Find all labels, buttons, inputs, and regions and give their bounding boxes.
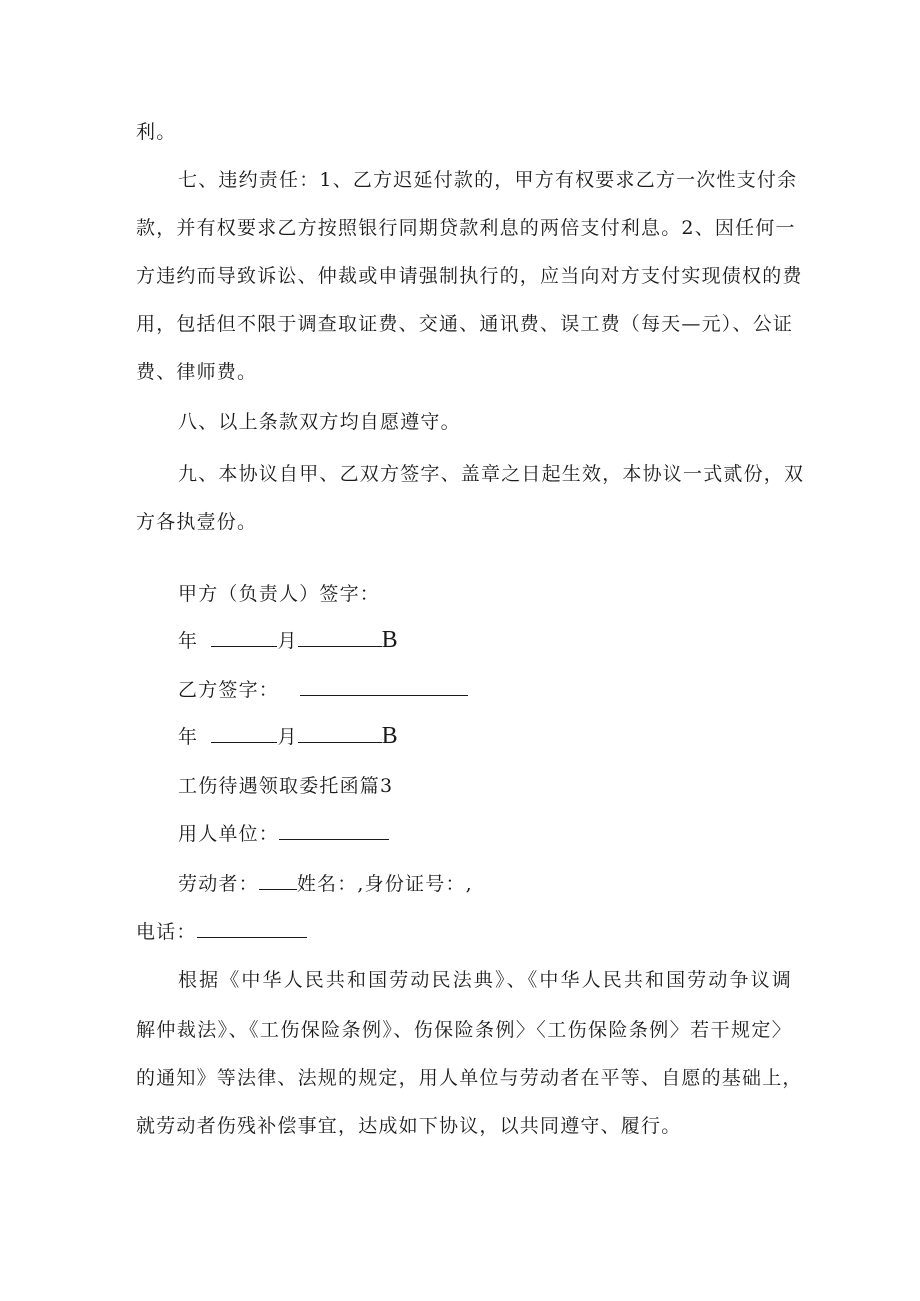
clause8: 八、以上条款双方均自愿遵守。	[178, 411, 461, 433]
clause7-line-2: 款，并有权要求乙方按照银行同期贷款利息的两倍支付利息。2、因任何一	[136, 217, 796, 239]
clause7-line-5: 费、律师费。	[136, 361, 258, 383]
party-b-sign-line	[178, 678, 468, 702]
employer-line	[178, 822, 389, 846]
worker-id-label: ,身份证号：,	[357, 873, 473, 895]
clause9-line-1: 九、本协议自甲、乙双方签字、盖章之日起生效，本协议一式贰份，双	[178, 463, 805, 485]
day-blank	[298, 630, 382, 647]
clause7-line-1: 七、违约责任：1、乙方迟延付款的，甲方有权要求乙方一次性支付余	[178, 169, 798, 191]
day-label-2: B	[381, 723, 398, 749]
month-blank	[211, 630, 277, 647]
year-label-2: 年	[178, 726, 199, 748]
clause7-line-3: 方违约而导致诉讼、仲裁或申请强制执行的，应当向对方支付实现债权的费	[136, 265, 803, 287]
day-blank-2	[298, 726, 382, 743]
month-label: 月	[277, 630, 298, 652]
top-fragment: 利。	[136, 121, 177, 143]
section-title: 工伤待遇领取委托函篇3	[178, 775, 394, 797]
party-b-sign-label: 乙方签字：	[178, 679, 280, 701]
day-label: B	[381, 627, 398, 653]
month-label-2: 月	[277, 726, 298, 748]
phone-label: 电话：	[136, 921, 197, 943]
phone-blank	[197, 921, 307, 938]
intro-line-1: 根据《中华人民共和国劳动民法典》、《中华人民共和国劳动争议调	[178, 969, 792, 991]
date-line-2	[178, 724, 398, 749]
worker-line	[178, 872, 473, 896]
intro-line-2: 解仲裁法》、《工伤保险条例》、伤保险条例〉〈工伤保险条例〉若干规定〉	[136, 1019, 792, 1041]
date-line-1	[178, 628, 398, 653]
phone-line	[136, 920, 307, 944]
employer-label: 用人单位：	[178, 823, 280, 845]
party-a-sign-label: 甲方（负责人）签字：	[178, 583, 381, 605]
worker-label: 劳动者：	[178, 873, 259, 895]
worker-blank	[259, 873, 297, 890]
intro-line-3: 的通知》等法律、法规的规定，用人单位与劳动者在平等、自愿的基础上，	[136, 1067, 803, 1089]
intro-line-4: 就劳动者伤残补偿事宜，达成如下协议，以共同遵守、履行。	[136, 1115, 682, 1137]
worker-name-label: 姓名：	[296, 873, 358, 895]
party-b-sign-blank	[300, 679, 468, 696]
clause7-line-4: 用，包括但不限于调查取证费、交通、通讯费、误工费（每天—元）、公证	[136, 313, 794, 335]
employer-blank	[279, 823, 389, 840]
month-blank-2	[211, 726, 277, 743]
year-label: 年	[178, 630, 199, 652]
clause9-line-2: 方各执壹份。	[136, 511, 258, 533]
